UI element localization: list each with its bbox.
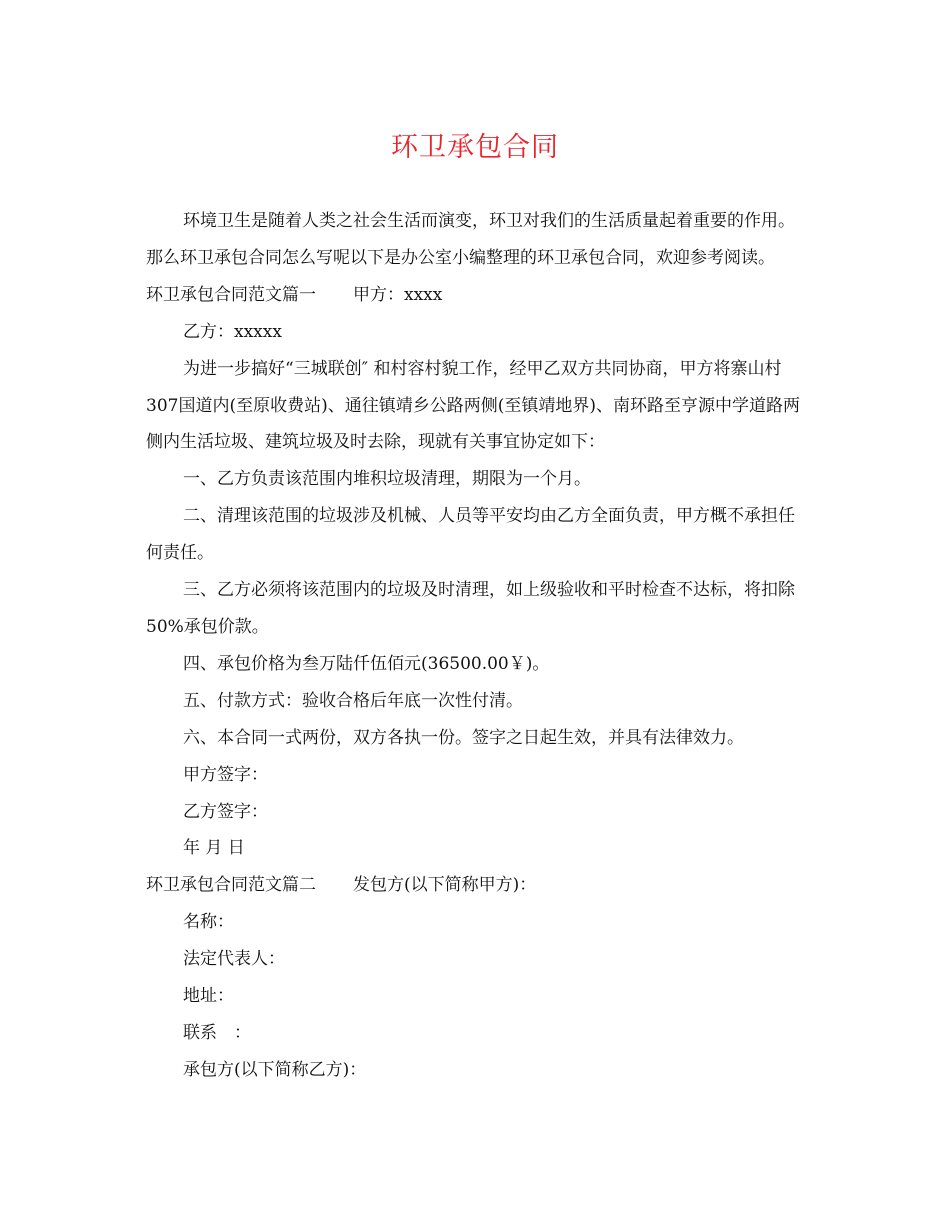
- party-b: 乙方：xxxxx: [183, 321, 282, 342]
- signature-party-b: 乙方签字：: [183, 801, 268, 822]
- section1-heading-line: [146, 277, 806, 314]
- clause-6: 六、本合同一式两份，双方各执一份。签字之日起生效，并具有法律效力。: [183, 727, 744, 748]
- clause-5: 五、付款方式：验收合格后年底一次性付清。: [183, 690, 523, 711]
- signature-party-a: 甲方签字：: [183, 764, 268, 785]
- clause-4: 四、承包价格为叁万陆仟伍佰元(36500.00￥)。: [183, 653, 550, 674]
- field-address: 地址：: [183, 986, 234, 1007]
- clause-2: 二、清理该范围的垃圾涉及机械、人员等平安均由乙方全面负责，甲方概不承担任何责任。: [146, 506, 795, 564]
- contractor-label: 承包方(以下简称乙方)：: [183, 1059, 367, 1080]
- field-contact: 联系 ：: [183, 1022, 251, 1043]
- document-body: [146, 203, 806, 1089]
- section2-heading: 环卫承包合同范文篇二: [146, 875, 316, 896]
- signature-date: 年 月 日: [183, 838, 245, 859]
- field-legal-rep: 法定代表人：: [183, 949, 285, 970]
- field-name: 名称：: [183, 912, 234, 933]
- clause-3: 三、乙方必须将该范围内的垃圾及时清理，如上级验收和平时检查不达标，将扣除50%承包价款。: [146, 580, 795, 637]
- party-a: 甲方：xxxx: [353, 284, 443, 305]
- intro-paragraph: 环境卫生是随着人类之社会生活而演变，环卫对我们的生活质量起着重要的作用。那么环卫承包合同怎么写呢以下是办公室小编整理的环卫承包合同，欢迎参考阅读。: [146, 211, 795, 268]
- document-title: 环卫承包合同: [391, 132, 559, 163]
- preamble-paragraph: 为进一步搞好“三城联创″ 和村容村貌工作，经甲乙双方共同协商，甲方将寨山村307国道内(至原收费站)、通往镇靖乡公路两侧(至镇靖地界)、南环路至亨源中学道路两侧内生活垃圾、建筑垃圾及时去除，现就有关事宜协定如下：: [146, 358, 800, 453]
- section1-heading: 环卫承包合同范文篇一: [146, 284, 316, 305]
- employer-label: 发包方(以下简称甲方)：: [353, 875, 537, 896]
- section2-heading-line: [146, 867, 806, 904]
- clause-1: 一、乙方负责该范围内堆积垃圾清理，期限为一个月。: [183, 469, 591, 490]
